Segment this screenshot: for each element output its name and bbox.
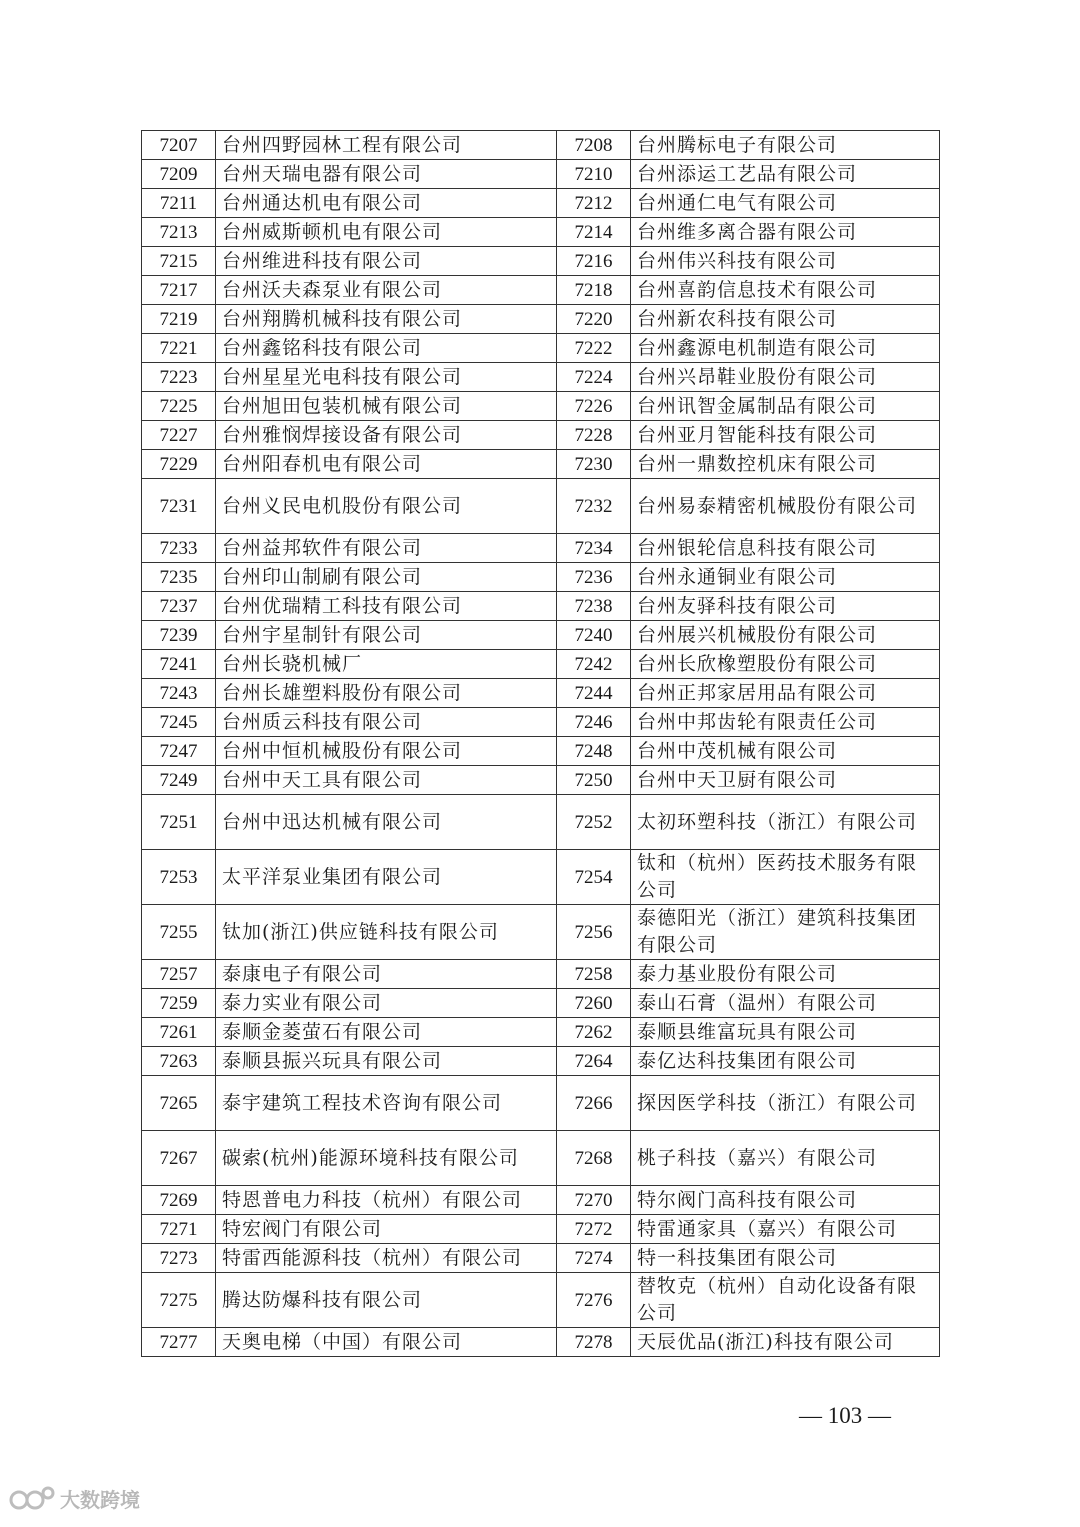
table-row (142, 1215, 940, 1244)
entry-number-right: 7250 (557, 766, 631, 795)
entry-number-left: 7259 (142, 989, 216, 1018)
entry-number-left: 7207 (142, 131, 216, 160)
table-row (142, 1244, 940, 1273)
table-row (142, 305, 940, 334)
company-name-left: 台州雅悯焊接设备有限公司 (216, 421, 557, 450)
entry-number-left: 7269 (142, 1186, 216, 1215)
table-row (142, 1131, 940, 1186)
entry-number-right: 7276 (557, 1273, 631, 1328)
table-row (142, 363, 940, 392)
entry-number-left: 7239 (142, 621, 216, 650)
entry-number-left: 7247 (142, 737, 216, 766)
table-row (142, 960, 940, 989)
entry-number-right: 7240 (557, 621, 631, 650)
company-name-left: 泰力实业有限公司 (216, 989, 557, 1018)
entry-number-right: 7246 (557, 708, 631, 737)
company-name-left: 台州优瑞精工科技有限公司 (216, 592, 557, 621)
entry-number-right: 7210 (557, 160, 631, 189)
entry-number-right: 7212 (557, 189, 631, 218)
entry-number-left: 7217 (142, 276, 216, 305)
entry-number-left: 7267 (142, 1131, 216, 1186)
entry-number-left: 7215 (142, 247, 216, 276)
table-row (142, 679, 940, 708)
company-name-left: 泰康电子有限公司 (216, 960, 557, 989)
company-name-left: 台州长雄塑料股份有限公司 (216, 679, 557, 708)
company-name-right: 台州中茂机械有限公司 (631, 737, 940, 766)
company-name-left: 特雷西能源科技（杭州）有限公司 (216, 1244, 557, 1273)
company-name-left: 台州鑫铭科技有限公司 (216, 334, 557, 363)
entry-number-right: 7218 (557, 276, 631, 305)
table-row (142, 276, 940, 305)
company-name-left: 台州维进科技有限公司 (216, 247, 557, 276)
entry-number-right: 7254 (557, 850, 631, 905)
entry-number-left: 7211 (142, 189, 216, 218)
company-name-left: 特恩普电力科技（杭州）有限公司 (216, 1186, 557, 1215)
company-name-left: 台州印山制刷有限公司 (216, 563, 557, 592)
company-name-left: 台州星星光电科技有限公司 (216, 363, 557, 392)
table-row (142, 905, 940, 960)
table-row (142, 563, 940, 592)
entry-number-left: 7263 (142, 1047, 216, 1076)
table-row (142, 795, 940, 850)
table-row (142, 131, 940, 160)
company-name-left: 钛加(浙江)供应链科技有限公司 (216, 905, 557, 960)
entry-number-left: 7219 (142, 305, 216, 334)
company-name-right: 台州正邦家居用品有限公司 (631, 679, 940, 708)
watermark-text: 大数跨境 (60, 1487, 140, 1512)
table-row (142, 334, 940, 363)
entry-number-left: 7237 (142, 592, 216, 621)
entry-number-left: 7209 (142, 160, 216, 189)
company-name-right: 台州银轮信息科技有限公司 (631, 534, 940, 563)
company-name-right: 泰德阳光（浙江）建筑科技集团有限公司 (631, 905, 940, 960)
entry-number-right: 7238 (557, 592, 631, 621)
company-name-left: 碳索(杭州)能源环境科技有限公司 (216, 1131, 557, 1186)
company-name-left: 泰宇建筑工程技术咨询有限公司 (216, 1076, 557, 1131)
company-name-left: 台州通达机电有限公司 (216, 189, 557, 218)
table-row (142, 534, 940, 563)
company-name-left: 台州威斯顿机电有限公司 (216, 218, 557, 247)
company-name-left: 台州四野园林工程有限公司 (216, 131, 557, 160)
entry-number-left: 7277 (142, 1328, 216, 1357)
table-row (142, 247, 940, 276)
company-name-left: 泰顺金菱萤石有限公司 (216, 1018, 557, 1047)
entry-number-right: 7208 (557, 131, 631, 160)
table-row (142, 850, 940, 905)
company-name-left: 台州义民电机股份有限公司 (216, 479, 557, 534)
company-name-right: 替牧克（杭州）自动化设备有限公司 (631, 1273, 940, 1328)
table-row (142, 766, 940, 795)
entry-number-right: 7234 (557, 534, 631, 563)
entry-number-left: 7257 (142, 960, 216, 989)
table-row (142, 1018, 940, 1047)
table-row (142, 1328, 940, 1357)
table-row (142, 392, 940, 421)
entry-number-left: 7249 (142, 766, 216, 795)
entry-number-right: 7266 (557, 1076, 631, 1131)
company-name-right: 台州维多离合器有限公司 (631, 218, 940, 247)
entry-number-right: 7262 (557, 1018, 631, 1047)
company-name-right: 台州永通铜业有限公司 (631, 563, 940, 592)
company-name-right: 台州一鼎数控机床有限公司 (631, 450, 940, 479)
entry-number-left: 7265 (142, 1076, 216, 1131)
table-row (142, 218, 940, 247)
company-name-left: 台州长骁机械厂 (216, 650, 557, 679)
company-name-left: 台州翔腾机械科技有限公司 (216, 305, 557, 334)
entry-number-right: 7220 (557, 305, 631, 334)
watermark (8, 1478, 140, 1518)
table-row (142, 479, 940, 534)
entry-number-left: 7213 (142, 218, 216, 247)
company-name-right: 泰顺县维富玩具有限公司 (631, 1018, 940, 1047)
entry-number-right: 7214 (557, 218, 631, 247)
company-name-right: 太初环塑科技（浙江）有限公司 (631, 795, 940, 850)
company-name-right: 台州伟兴科技有限公司 (631, 247, 940, 276)
entry-number-left: 7231 (142, 479, 216, 534)
entry-number-left: 7225 (142, 392, 216, 421)
company-name-right: 台州添运工艺品有限公司 (631, 160, 940, 189)
company-name-right: 台州中邦齿轮有限责任公司 (631, 708, 940, 737)
entry-number-right: 7264 (557, 1047, 631, 1076)
entry-number-right: 7224 (557, 363, 631, 392)
company-name-right: 台州讯智金属制品有限公司 (631, 392, 940, 421)
entry-number-left: 7245 (142, 708, 216, 737)
company-name-left: 天奥电梯（中国）有限公司 (216, 1328, 557, 1357)
company-name-left: 泰顺县振兴玩具有限公司 (216, 1047, 557, 1076)
entry-number-right: 7256 (557, 905, 631, 960)
entry-number-left: 7271 (142, 1215, 216, 1244)
entry-number-left: 7227 (142, 421, 216, 450)
entry-number-left: 7243 (142, 679, 216, 708)
entry-number-right: 7244 (557, 679, 631, 708)
company-name-left: 太平洋泵业集团有限公司 (216, 850, 557, 905)
company-name-left: 台州益邦软件有限公司 (216, 534, 557, 563)
company-name-left: 台州质云科技有限公司 (216, 708, 557, 737)
entry-number-left: 7273 (142, 1244, 216, 1273)
table-row (142, 737, 940, 766)
table-row (142, 450, 940, 479)
entry-number-left: 7275 (142, 1273, 216, 1328)
entry-number-left: 7221 (142, 334, 216, 363)
entry-number-right: 7278 (557, 1328, 631, 1357)
table-row (142, 592, 940, 621)
company-list-body (142, 131, 940, 1357)
entry-number-right: 7228 (557, 421, 631, 450)
company-name-right: 台州亚月智能科技有限公司 (631, 421, 940, 450)
entry-number-right: 7248 (557, 737, 631, 766)
table-row (142, 189, 940, 218)
entry-number-left: 7251 (142, 795, 216, 850)
company-name-left: 腾达防爆科技有限公司 (216, 1273, 557, 1328)
table-row (142, 989, 940, 1018)
entry-number-left: 7261 (142, 1018, 216, 1047)
company-name-right: 台州鑫源电机制造有限公司 (631, 334, 940, 363)
company-name-right: 特雷通家具（嘉兴）有限公司 (631, 1215, 940, 1244)
company-list-table (141, 130, 940, 1357)
company-name-left: 台州中恒机械股份有限公司 (216, 737, 557, 766)
table-row (142, 708, 940, 737)
entry-number-left: 7255 (142, 905, 216, 960)
company-name-right: 特一科技集团有限公司 (631, 1244, 940, 1273)
company-name-left: 台州中天工具有限公司 (216, 766, 557, 795)
company-name-right: 探因医学科技（浙江）有限公司 (631, 1076, 940, 1131)
table-row (142, 1076, 940, 1131)
company-name-right: 台州通仁电气有限公司 (631, 189, 940, 218)
company-name-left: 特宏阀门有限公司 (216, 1215, 557, 1244)
entry-number-left: 7253 (142, 850, 216, 905)
entry-number-left: 7229 (142, 450, 216, 479)
company-name-left: 台州阳春机电有限公司 (216, 450, 557, 479)
company-name-right: 台州长欣橡塑股份有限公司 (631, 650, 940, 679)
company-name-right: 台州易泰精密机械股份有限公司 (631, 479, 940, 534)
company-name-right: 天辰优品(浙江)科技有限公司 (631, 1328, 940, 1357)
company-name-left: 台州旭田包装机械有限公司 (216, 392, 557, 421)
company-name-left: 台州沃夫森泵业有限公司 (216, 276, 557, 305)
company-name-right: 桃子科技（嘉兴）有限公司 (631, 1131, 940, 1186)
entry-number-right: 7270 (557, 1186, 631, 1215)
company-name-right: 台州喜韵信息技术有限公司 (631, 276, 940, 305)
entry-number-right: 7230 (557, 450, 631, 479)
table-row (142, 1273, 940, 1328)
company-name-right: 台州兴昂鞋业股份有限公司 (631, 363, 940, 392)
table-row (142, 621, 940, 650)
company-name-right: 台州友驿科技有限公司 (631, 592, 940, 621)
table-row (142, 160, 940, 189)
company-name-right: 台州展兴机械股份有限公司 (631, 621, 940, 650)
entry-number-right: 7260 (557, 989, 631, 1018)
company-name-right: 台州中天卫厨有限公司 (631, 766, 940, 795)
entry-number-right: 7268 (557, 1131, 631, 1186)
entry-number-left: 7241 (142, 650, 216, 679)
company-name-left: 台州天瑞电器有限公司 (216, 160, 557, 189)
entry-number-right: 7274 (557, 1244, 631, 1273)
entry-number-right: 7232 (557, 479, 631, 534)
table-row (142, 650, 940, 679)
company-name-right: 泰山石膏（温州）有限公司 (631, 989, 940, 1018)
entry-number-right: 7258 (557, 960, 631, 989)
entry-number-right: 7252 (557, 795, 631, 850)
company-name-right: 泰亿达科技集团有限公司 (631, 1047, 940, 1076)
entry-number-right: 7236 (557, 563, 631, 592)
entry-number-right: 7242 (557, 650, 631, 679)
entry-number-right: 7216 (557, 247, 631, 276)
table-row (142, 1186, 940, 1215)
entry-number-left: 7235 (142, 563, 216, 592)
company-name-right: 特尔阀门高科技有限公司 (631, 1186, 940, 1215)
company-name-left: 台州宇星制针有限公司 (216, 621, 557, 650)
company-name-right: 钛和（杭州）医药技术服务有限公司 (631, 850, 940, 905)
table-row (142, 421, 940, 450)
company-name-right: 台州新农科技有限公司 (631, 305, 940, 334)
entry-number-left: 7223 (142, 363, 216, 392)
entry-number-right: 7222 (557, 334, 631, 363)
entry-number-right: 7226 (557, 392, 631, 421)
page-number: — 103 — (799, 1403, 891, 1428)
watermark-logo-icon (8, 1481, 56, 1515)
company-name-right: 台州腾标电子有限公司 (631, 131, 940, 160)
company-name-right: 泰力基业股份有限公司 (631, 960, 940, 989)
table-row (142, 1047, 940, 1076)
entry-number-left: 7233 (142, 534, 216, 563)
entry-number-right: 7272 (557, 1215, 631, 1244)
company-name-left: 台州中迅达机械有限公司 (216, 795, 557, 850)
